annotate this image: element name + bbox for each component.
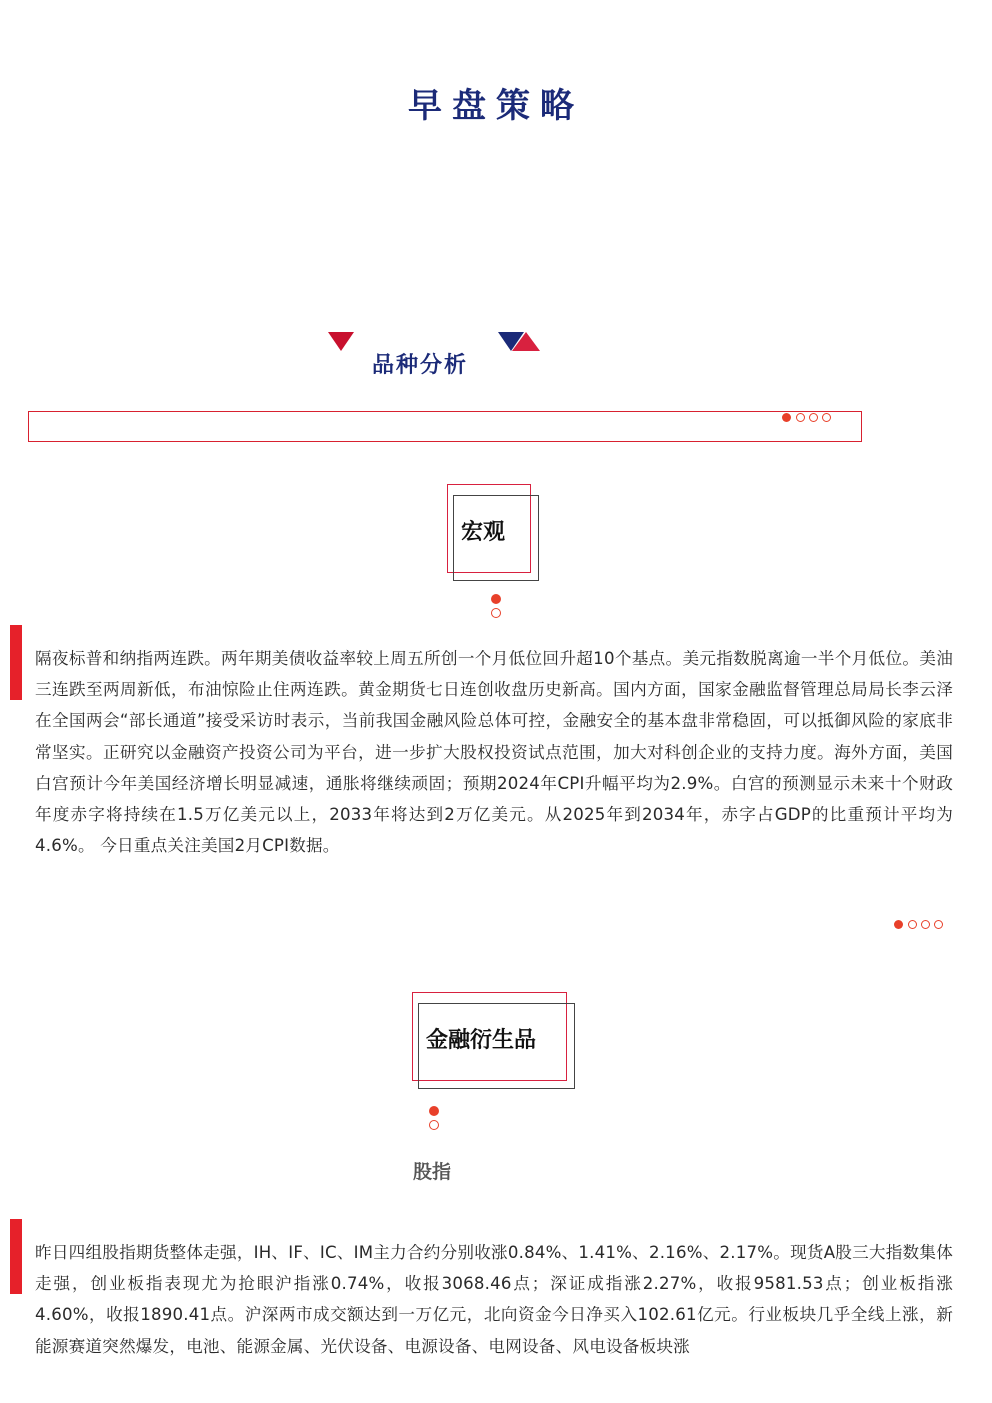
page-title: 早盘策略 xyxy=(408,86,584,126)
dot-filled-icon xyxy=(429,1106,439,1116)
dot-hollow-icon xyxy=(921,920,930,929)
macro-paragraph: 隔夜标普和纳指两连跌。两年期美债收益率较上周五所创一个月低位回升超10个基点。美元指数脱离逾一半个月低位。美油三连跌至两周新低，布油惊险止住两连跌。黄金期货七日连创收盘历史新高。国内方面，国家金融监督管理总局局长李云泽在全国两会“部长通道”接受采访时表示，当前我国金融风险总体可控，金融安全的基本盘非常稳固，可以抵御风险的家底非常坚实。正研究以金融资产投资公司为平台，进一步扩大股权投资试点范围，加大对科创企业的支持力度。海外方面，美国白宫预计今年美国经济增长明显减速，通胀将继续顽固；预期2024年CPI升幅平均为2.9%。白宫的预测显示未来十个财政年度赤字将持续在1.5万亿美元以上，2033年将达到2万亿美元。从2025年到2034年，赤字占GDP的比重预计平均为4.6%。 今日重点关注美国2月CPI数据。 xyxy=(35,649,953,856)
red-up-triangle-icon xyxy=(512,332,540,351)
dot-hollow-icon xyxy=(809,413,818,422)
red-triangle-icon xyxy=(328,332,354,351)
dot-hollow-icon xyxy=(796,413,805,422)
dot-hollow-icon xyxy=(822,413,831,422)
macro-side-bar xyxy=(10,625,22,700)
dot-hollow-icon xyxy=(491,608,501,618)
derivatives-label: 金融衍生品 xyxy=(426,1028,537,1053)
stock-index-heading: 股指 xyxy=(413,1161,452,1183)
dot-hollow-icon xyxy=(934,920,943,929)
dot-hollow-icon xyxy=(908,920,917,929)
dot-filled-icon xyxy=(782,413,791,422)
derivatives-paragraph: 昨日四组股指期货整体走强，IH、IF、IC、IM主力合约分别收涨0.84%、1.41%、2.16%、2.17%。现货A股三大指数集体走强，创业板指表现尤为抢眼沪指涨0.74%，收报3068.46点；深证成指涨2.27%，收报9581.53点；创业板指涨4.60%，收报1890.41点。沪深两市成交额达到一万亿元，北向资金今日净买入102.61亿元。行业板块几乎全线上涨，新能源赛道突然爆发，电池、能源金属、光伏设备、电源设备、电网设备、风电设备板块涨 xyxy=(35,1243,953,1356)
dot-filled-icon xyxy=(491,594,501,604)
section-heading: 品种分析 xyxy=(372,353,469,378)
section-banner-frame xyxy=(28,411,862,442)
macro-label: 宏观 xyxy=(461,520,506,545)
dot-filled-icon xyxy=(894,920,903,929)
derivatives-side-bar xyxy=(10,1219,22,1294)
dot-hollow-icon xyxy=(429,1120,439,1130)
